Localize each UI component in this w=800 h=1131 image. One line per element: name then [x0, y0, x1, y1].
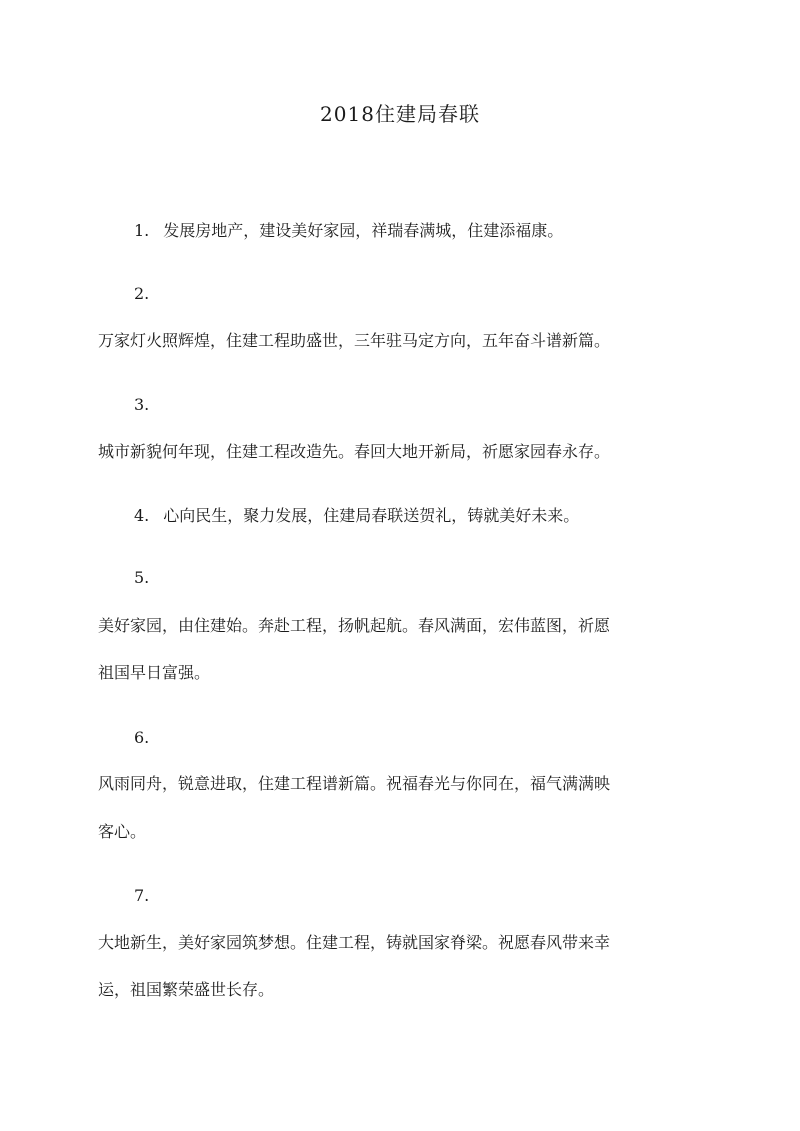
document-title: 2018住建局春联	[320, 102, 480, 126]
item-text-5-line-2: 祖国早日富强。	[98, 663, 211, 682]
item-text: 发展房地产，建设美好家园，祥瑞春满城，住建添福康。	[163, 221, 564, 240]
item-text-6-line-2: 客心。	[98, 822, 147, 841]
item-number-2: 2.	[134, 284, 150, 303]
item-number-3: 3.	[134, 395, 150, 414]
item-number-6: 6.	[134, 728, 150, 747]
list-item-4	[134, 504, 579, 528]
item-text-6-line-1: 风雨同舟，锐意进取，住建工程谱新篇。祝福春光与你同在，福气满满映	[98, 774, 611, 793]
item-number-5: 5.	[134, 568, 150, 587]
list-item-1	[134, 219, 563, 243]
item-number: 1.	[134, 221, 150, 240]
item-number: 4.	[134, 506, 150, 525]
item-text-5-line-1: 美好家园，由住建始。奔赴工程，扬帆起航。春风满面，宏伟蓝图，祈愿	[98, 616, 611, 635]
item-number-7: 7.	[134, 886, 150, 905]
item-text-7-line-2: 运，祖国繁荣盛世长存。	[98, 980, 275, 999]
item-text: 心向民生，聚力发展，住建局春联送贺礼，铸就美好未来。	[163, 506, 580, 525]
item-text-2: 万家灯火照辉煌，住建工程助盛世，三年驻马定方向，五年奋斗谱新篇。	[98, 331, 611, 350]
item-text-3: 城市新貌何年现，住建工程改造先。春回大地开新局，祈愿家园春永存。	[98, 442, 611, 461]
item-text-7-line-1: 大地新生，美好家园筑梦想。住建工程，铸就国家脊梁。祝愿春风带来幸	[98, 933, 611, 952]
